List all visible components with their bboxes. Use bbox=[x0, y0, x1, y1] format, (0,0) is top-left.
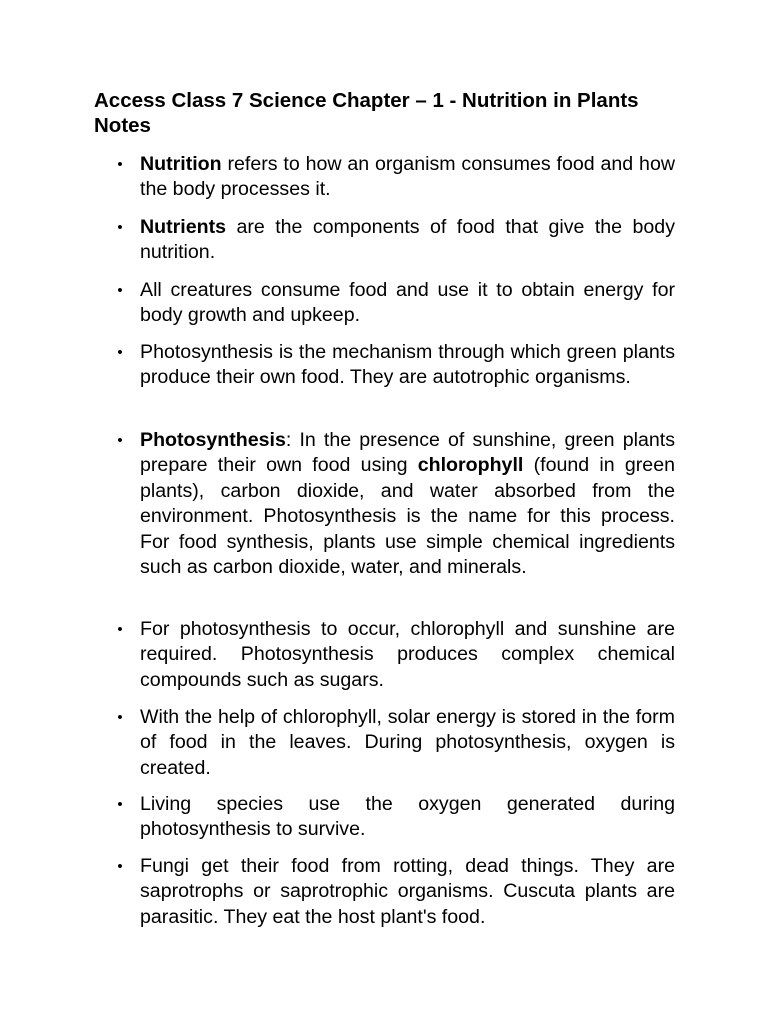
note-text: are the components of food that give the body nutrition. bbox=[140, 216, 675, 264]
note-text: (found in green plants), carbon dioxide, and water absorbed from the environment. Photosynthesis is the name for this process. For food synthesis, plants use simple chemical ingredients such as carbon dioxide, water, and minerals. bbox=[140, 454, 675, 579]
note-nutrition bbox=[117, 152, 675, 203]
bullet-icon: • bbox=[117, 858, 123, 875]
note-fungi-cuscuta bbox=[117, 854, 675, 930]
note-text: : In the presence of sunshine, green plants prepare their own food using bbox=[140, 429, 675, 477]
note-text: For photosynthesis to occur, chlorophyll and sunshine are required. Photosynthesis produces complex chemical compounds such as sugars. bbox=[140, 618, 675, 691]
bullet-icon: • bbox=[117, 796, 123, 813]
note-text: Fungi get their food from rotting, dead things. They are saprotrophs or saprotrophic organisms. Cuscuta plants are parasitic. They eat the host plant's food. bbox=[140, 855, 675, 928]
document-title: Access Class 7 Science Chapter – 1 - Nutrition in Plants Notes bbox=[94, 89, 639, 137]
note-requirements bbox=[117, 617, 675, 693]
bullet-icon: • bbox=[117, 219, 123, 236]
note-autotrophic bbox=[117, 340, 675, 391]
note-oxygen-use bbox=[117, 792, 675, 843]
note-text: Photosynthesis is the mechanism through which green plants produce their own food. They are autotrophic organisms. bbox=[140, 341, 675, 389]
term-nutrition: Nutrition bbox=[140, 153, 222, 175]
note-solar-energy bbox=[117, 705, 675, 781]
note-nutrients bbox=[117, 215, 675, 266]
bullet-icon: • bbox=[117, 156, 123, 173]
bullet-icon: • bbox=[117, 709, 123, 726]
bullet-icon: • bbox=[117, 344, 123, 361]
note-text: All creatures consume food and use it to obtain energy for body growth and upkeep. bbox=[140, 279, 675, 327]
bullet-icon: • bbox=[117, 432, 123, 449]
note-text: With the help of chlorophyll, solar energy is stored in the form of food in the leaves. During photosynthesis, oxygen is created. bbox=[140, 706, 675, 779]
bullet-icon: • bbox=[117, 621, 123, 638]
term-photosynthesis: Photosynthesis bbox=[140, 429, 286, 451]
bullet-icon: • bbox=[117, 282, 123, 299]
note-photosynthesis-definition bbox=[117, 428, 675, 580]
note-text: Living species use the oxygen generated during photosynthesis to survive. bbox=[140, 793, 675, 841]
term-chlorophyll: chlorophyll bbox=[417, 454, 524, 477]
note-text: refers to how an organism consumes food and how the body processes it. bbox=[140, 153, 675, 201]
note-creatures-energy bbox=[117, 278, 675, 329]
term-nutrients: Nutrients bbox=[140, 216, 227, 238]
